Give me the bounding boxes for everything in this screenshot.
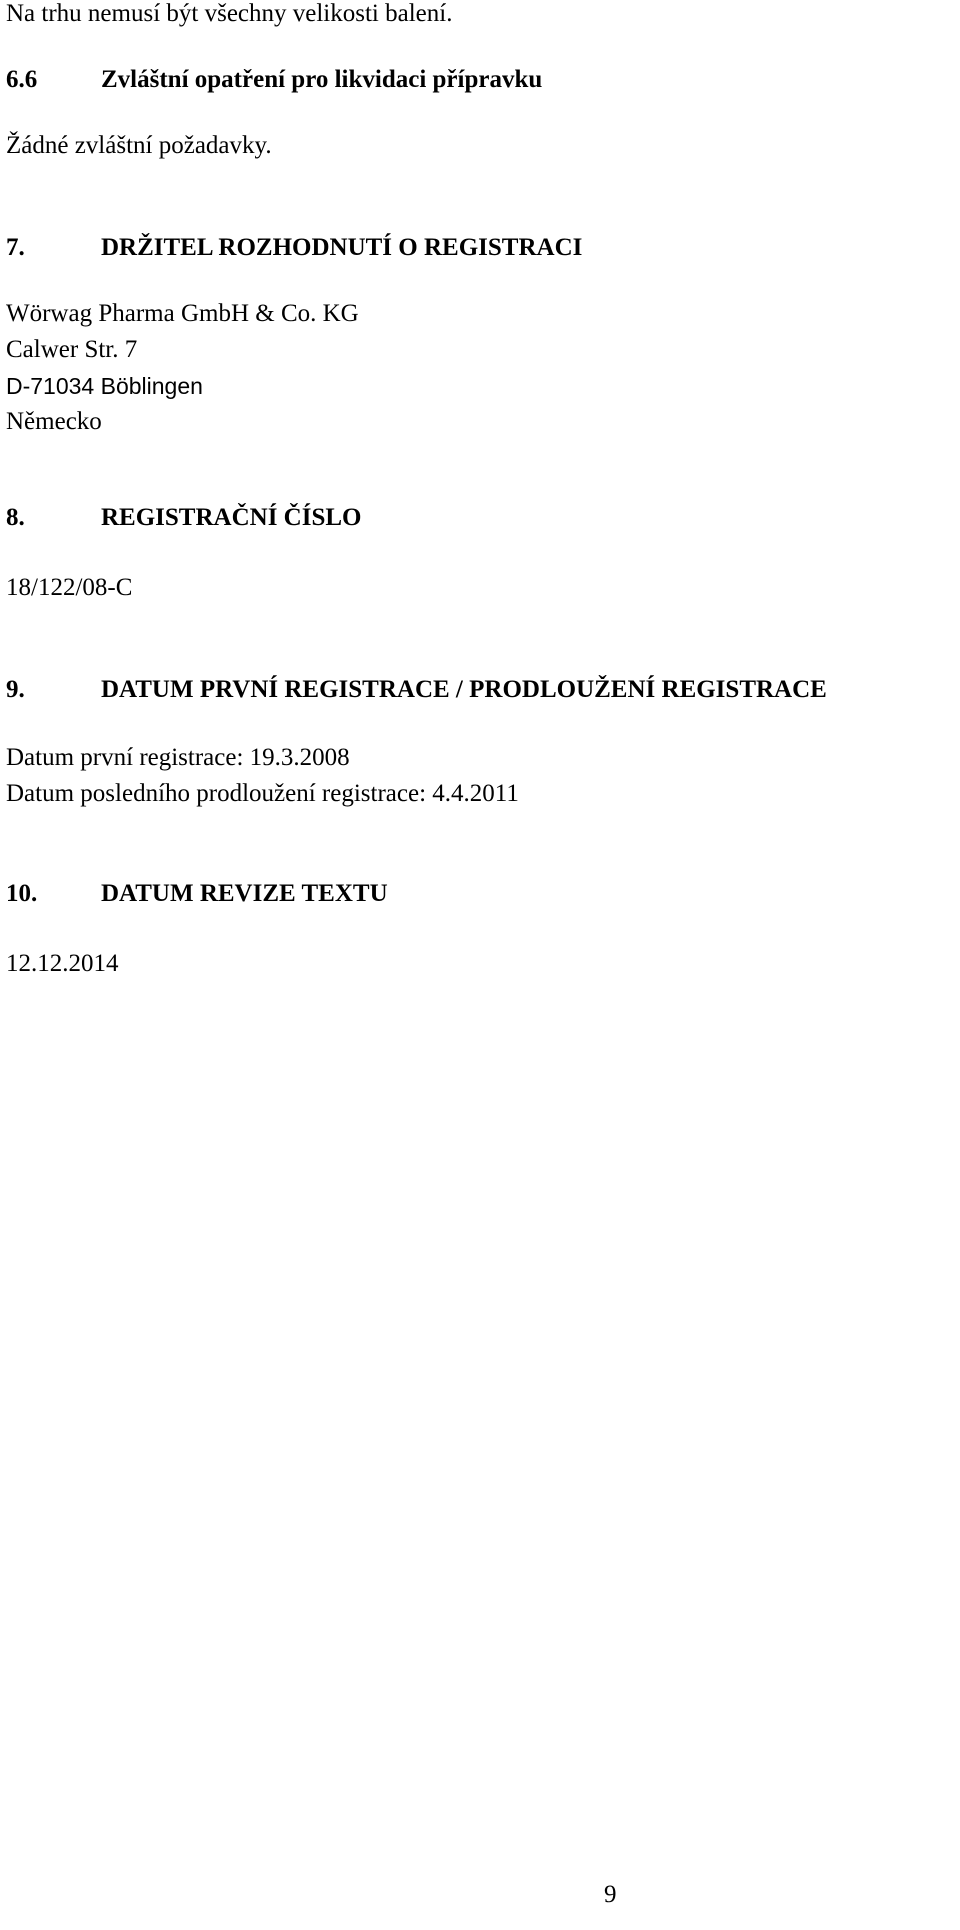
section-9-number: 9. xyxy=(6,676,25,703)
section-6-6-number: 6.6 xyxy=(6,66,38,93)
last-renewal-date: Datum posledního prodloužení registrace: 4.4.2011 xyxy=(6,780,519,807)
section-10-title: DATUM REVIZE TEXTU xyxy=(101,880,388,907)
section-8-number: 8. xyxy=(6,504,25,531)
page-number: 9 xyxy=(604,1881,617,1908)
section-8-heading xyxy=(6,500,362,536)
section-6-6-text: Žádné zvláštní požadavky. xyxy=(6,132,272,159)
section-8-title: REGISTRAČNÍ ČÍSLO xyxy=(101,504,362,531)
section-9-title: DATUM PRVNÍ REGISTRACE / PRODLOUŽENÍ REGISTRACE xyxy=(101,676,827,703)
section-6-6-heading xyxy=(6,62,542,98)
holder-postal-city: D-71034 Böblingen xyxy=(6,373,203,399)
section-7-heading xyxy=(6,230,582,266)
section-7-title: DRŽITEL ROZHODNUTÍ O REGISTRACI xyxy=(101,234,583,261)
text-revision-date: 12.12.2014 xyxy=(6,950,119,977)
section-10-number: 10. xyxy=(6,880,38,907)
first-registration-date: Datum první registrace: 19.3.2008 xyxy=(6,744,350,771)
section-9-heading xyxy=(6,672,827,708)
holder-country: Německo xyxy=(6,408,102,435)
holder-street: Calwer Str. 7 xyxy=(6,336,138,363)
section-7-number: 7. xyxy=(6,234,25,261)
section-6-6-title: Zvláštní opatření pro likvidaci přípravku xyxy=(101,66,543,93)
section-10-heading xyxy=(6,876,388,912)
holder-company-name: Wörwag Pharma GmbH & Co. KG xyxy=(6,300,359,327)
registration-number: 18/122/08-C xyxy=(6,574,133,601)
packaging-note: Na trhu nemusí být všechny velikosti balení. xyxy=(6,0,453,27)
